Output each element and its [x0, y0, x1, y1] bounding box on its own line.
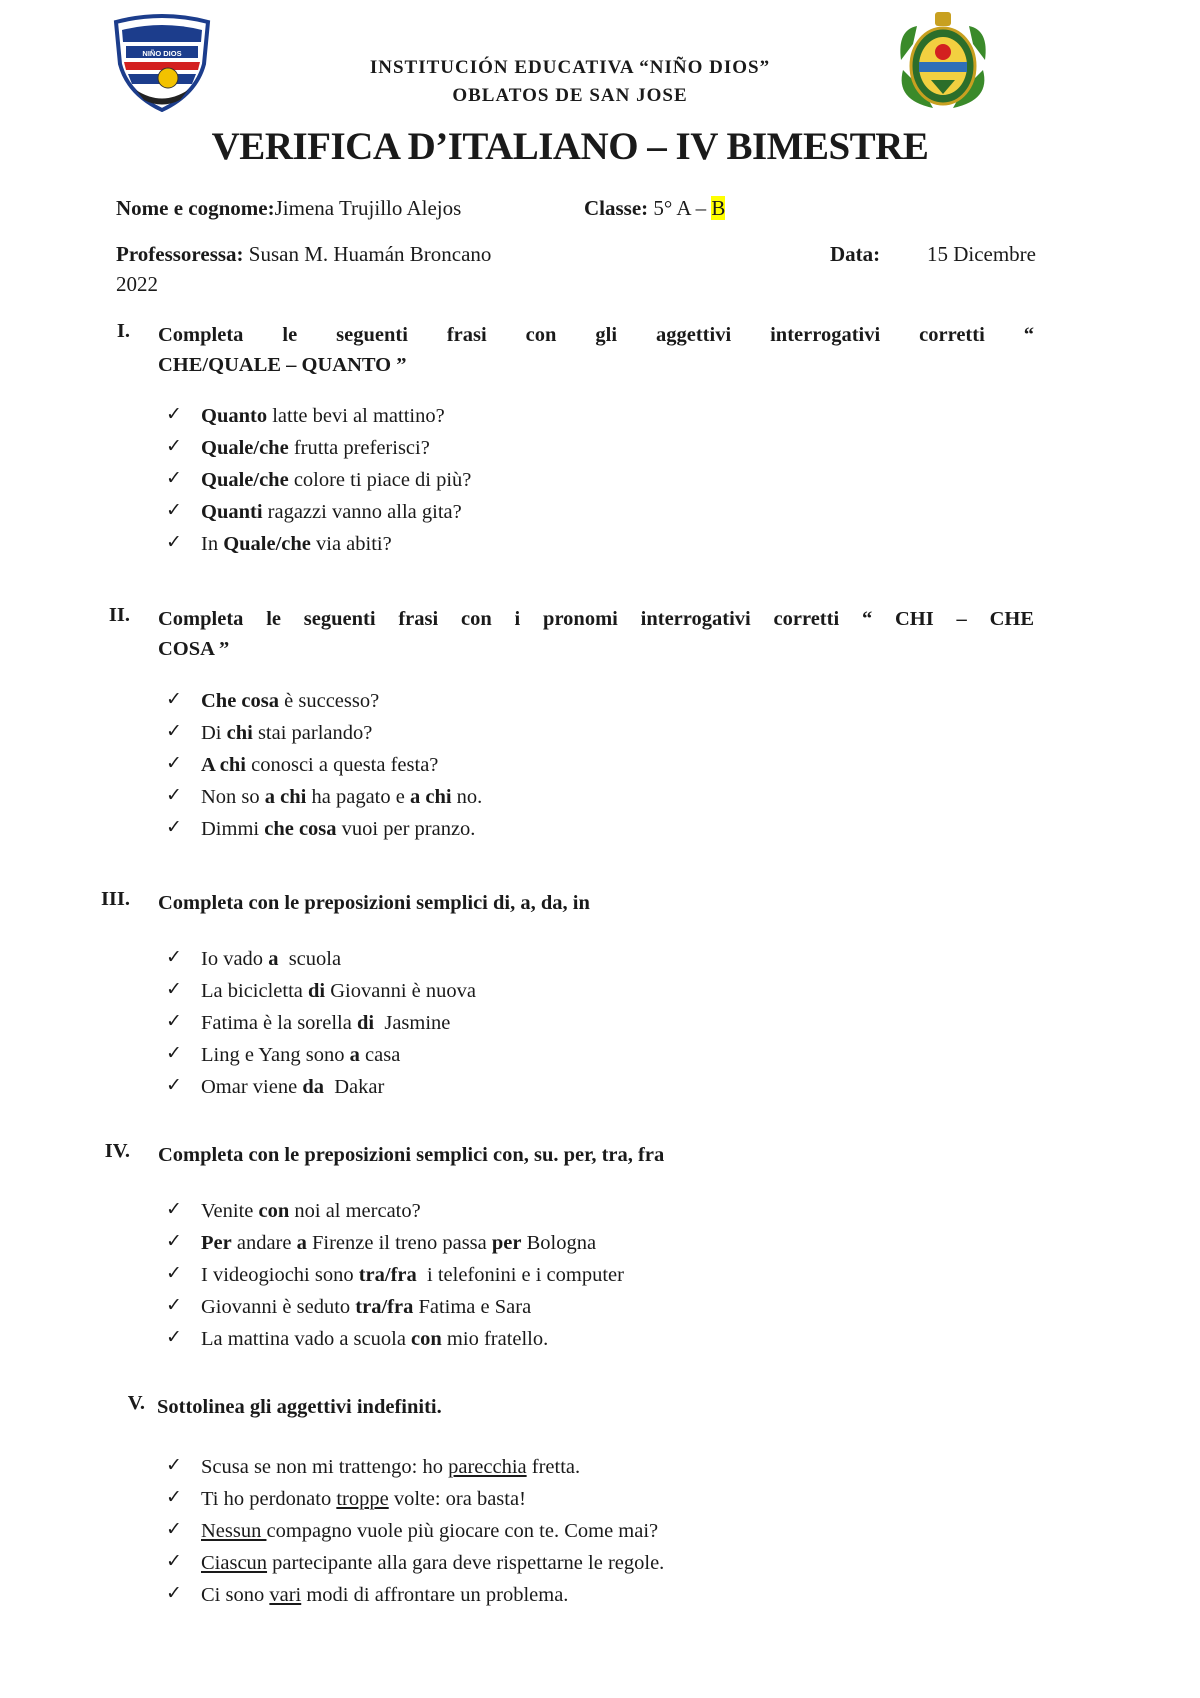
exercise-item [0, 1488, 1200, 1520]
text-segment: Firenze il treno passa [306, 1232, 492, 1254]
check-icon: ✓ [166, 1326, 182, 1348]
exercise-item [0, 690, 1200, 722]
date-line [830, 242, 1036, 267]
text-segment: noi al mercato? [289, 1200, 421, 1222]
check-icon: ✓ [166, 1582, 182, 1604]
exercise-item [0, 1456, 1200, 1488]
text-segment: Fatima e Sara [413, 1296, 532, 1318]
teacher-label: Professoressa: [116, 242, 244, 266]
answer-bold: Per [201, 1232, 232, 1254]
section-number: III. [100, 888, 130, 910]
answer-bold: a [296, 1232, 307, 1254]
check-icon: ✓ [166, 784, 182, 806]
answer-bold: Quanto [201, 405, 268, 427]
item-text [201, 786, 482, 809]
text-segment: Ti ho perdonato [201, 1488, 337, 1510]
text-segment: compagno vuole più giocare con te. Come mai? [266, 1520, 659, 1542]
exercise-item [0, 1264, 1200, 1296]
text-segment: colore ti piace di più? [288, 469, 472, 491]
text-segment: I videogiochi sono [201, 1264, 359, 1286]
underlined-word: Ciascun [201, 1552, 268, 1574]
instruction-line-1: Completa con le preposizioni semplici con, su. per, tra, fra [158, 1144, 665, 1166]
underlined-word: troppe [336, 1488, 389, 1510]
exercise-item [0, 722, 1200, 754]
exercise-item [0, 818, 1200, 850]
text-segment: ragazzi vanno alla gita? [262, 501, 462, 523]
item-text [201, 1012, 450, 1035]
answer-bold: A chi [201, 754, 246, 776]
item-text [201, 754, 438, 777]
student-name-label: Nome e cognome: [116, 196, 275, 220]
item-text [201, 501, 462, 524]
item-text [201, 722, 372, 745]
exercise-item [0, 437, 1200, 469]
item-text [201, 1044, 400, 1067]
item-text [201, 818, 475, 841]
text-segment: via abiti? [310, 533, 392, 555]
item-text [201, 1076, 384, 1099]
section-2-items [0, 690, 1200, 850]
check-icon: ✓ [166, 1262, 182, 1284]
text-segment: Ling e Yang sono [201, 1044, 350, 1066]
section-instruction [158, 320, 1034, 380]
text-segment: casa [359, 1044, 401, 1066]
text-segment: Omar viene [201, 1076, 303, 1098]
item-text [201, 1296, 531, 1319]
text-segment: scuola [278, 948, 342, 970]
answer-bold: Quanti [201, 501, 263, 523]
text-segment: Non so [201, 786, 265, 808]
date-label: Data: [830, 242, 881, 266]
class-label: Classe: [584, 196, 649, 220]
text-segment: latte bevi al mattino? [267, 405, 445, 427]
answer-bold: a chi [264, 786, 307, 808]
text-segment: La mattina vado a scuola [201, 1328, 412, 1350]
text-segment: Fatima è la sorella [201, 1012, 357, 1034]
order-crest-logo [893, 10, 993, 114]
teacher-value: Susan M. Huamán Broncano [248, 242, 492, 266]
exercise-item [0, 1552, 1200, 1584]
section-3-items [0, 948, 1200, 1108]
section-number: I. [116, 320, 130, 342]
text-segment: conosci a questa festa? [246, 754, 439, 776]
answer-bold: di [356, 1012, 375, 1034]
check-icon: ✓ [166, 1454, 182, 1476]
exercise-item [0, 501, 1200, 533]
check-icon: ✓ [166, 1042, 182, 1064]
answer-bold: Quale/che [223, 533, 311, 555]
institution-name: INSTITUCIÓN EDUCATIVA “NIÑO DIOS” [369, 57, 771, 78]
check-icon: ✓ [166, 946, 182, 968]
check-icon: ✓ [166, 688, 182, 710]
item-text [201, 1328, 548, 1351]
text-segment: Scusa se non mi trattengo: ho [201, 1456, 449, 1478]
section-4-items [0, 1200, 1200, 1360]
check-icon: ✓ [166, 1010, 182, 1032]
text-segment: Venite [201, 1200, 259, 1222]
section-instruction [157, 1392, 1033, 1422]
item-text [201, 1488, 526, 1511]
teacher-line [116, 242, 491, 267]
answer-bold: a [268, 948, 279, 970]
text-segment: Dimmi [201, 818, 265, 840]
check-icon: ✓ [166, 1294, 182, 1316]
exercise-item [0, 980, 1200, 1012]
item-text [201, 437, 430, 460]
check-icon: ✓ [166, 720, 182, 742]
check-icon: ✓ [166, 1518, 182, 1540]
check-icon: ✓ [166, 1074, 182, 1096]
exercise-item [0, 948, 1200, 980]
item-text [201, 1552, 664, 1575]
instruction-line-1: Completa le seguenti frasi con gli aggettivi interrogativi corretti “ [158, 324, 1034, 346]
text-segment: partecipante alla gara deve rispettarne le regole. [267, 1552, 665, 1574]
class-value: 5° A – [653, 196, 712, 220]
answer-bold: con [258, 1200, 290, 1222]
exam-title: VERIFICA D’ITALIANO – IV BIMESTRE [211, 125, 929, 168]
check-icon: ✓ [166, 403, 182, 425]
item-text [201, 533, 392, 556]
answer-bold: Quale/che [201, 469, 289, 491]
text-segment: stai parlando? [252, 722, 373, 744]
section-number: II. [108, 604, 130, 626]
answer-bold: con [411, 1328, 442, 1350]
exercise-item [0, 1584, 1200, 1616]
exercise-item [0, 754, 1200, 786]
item-text [201, 1456, 580, 1479]
text-segment: volte: ora basta! [388, 1488, 526, 1510]
section-instruction [158, 604, 1034, 664]
check-icon: ✓ [166, 467, 182, 489]
text-segment: andare [231, 1232, 297, 1254]
item-text [201, 690, 379, 713]
text-segment: Dakar [323, 1076, 385, 1098]
text-segment: ha pagato e [306, 786, 410, 808]
answer-bold: Che cosa [201, 690, 280, 712]
item-text [201, 1584, 568, 1607]
exercise-item [0, 1328, 1200, 1360]
answer-bold: a [349, 1044, 360, 1066]
answer-bold: per [491, 1232, 522, 1254]
answer-bold: di [308, 980, 326, 1002]
instruction-line-1: Completa le seguenti frasi con i pronomi interrogativi corretti “ CHI – CHE [158, 608, 1034, 630]
answer-bold: Quale/che [201, 437, 289, 459]
item-text [201, 980, 476, 1003]
exercise-item [0, 533, 1200, 565]
text-segment: Giovanni è nuova [325, 980, 476, 1002]
item-text [201, 1232, 596, 1255]
instruction-line-1: Sottolinea gli aggettivi indefiniti. [157, 1396, 442, 1418]
exercise-item [0, 1232, 1200, 1264]
text-segment: Io vado [201, 948, 269, 970]
item-text [201, 1520, 658, 1543]
text-segment: fretta. [526, 1456, 581, 1478]
shield-logo-text: NIÑO DIOS [142, 49, 182, 58]
text-segment: modi di affrontare un problema. [301, 1584, 569, 1606]
text-segment: In [201, 533, 224, 555]
item-text [201, 1200, 421, 1223]
class-section-highlight: B [711, 196, 726, 220]
instruction-line-2: CHE/QUALE – QUANTO ” [158, 354, 407, 376]
instruction-line-2: COSA ” [158, 638, 230, 660]
answer-bold: da [302, 1076, 324, 1098]
school-shield-logo [110, 12, 214, 112]
section-instruction [158, 1140, 1034, 1170]
exercise-item [0, 1044, 1200, 1076]
text-segment: Ci sono [201, 1584, 270, 1606]
check-icon: ✓ [166, 435, 182, 457]
section-number: V. [127, 1392, 145, 1414]
exercise-item [0, 469, 1200, 501]
text-segment: mio fratello. [441, 1328, 549, 1350]
underlined-word: vari [269, 1584, 302, 1606]
institution-subtitle: OBLATOS DE SAN JOSE [452, 85, 688, 106]
item-text [201, 1264, 624, 1287]
section-number: IV. [104, 1140, 130, 1162]
text-segment: vuoi per pranzo. [336, 818, 476, 840]
text-segment: La bicicletta [201, 980, 308, 1002]
exercise-item [0, 405, 1200, 437]
class-line [584, 196, 725, 221]
text-segment: è successo? [279, 690, 380, 712]
text-segment: Jasmine [374, 1012, 451, 1034]
underlined-word: parecchia [448, 1456, 527, 1478]
check-icon: ✓ [166, 1486, 182, 1508]
item-text [201, 469, 471, 492]
date-year: 2022 [116, 272, 158, 296]
exercise-item [0, 1200, 1200, 1232]
item-text [201, 948, 341, 971]
text-segment: Giovanni è seduto [201, 1296, 356, 1318]
answer-bold: tra/fra [358, 1264, 417, 1286]
check-icon: ✓ [166, 978, 182, 1000]
item-text [201, 405, 445, 428]
check-icon: ✓ [166, 531, 182, 553]
student-name-value: Jimena Trujillo Alejos [274, 196, 462, 220]
answer-bold: che cosa [264, 818, 337, 840]
check-icon: ✓ [166, 1550, 182, 1572]
section-instruction [158, 888, 1034, 918]
check-icon: ✓ [166, 499, 182, 521]
underlined-word: Nessun [201, 1520, 267, 1542]
instruction-line-1: Completa con le preposizioni semplici di, a, da, in [158, 892, 590, 914]
check-icon: ✓ [166, 1198, 182, 1220]
answer-bold: chi [226, 722, 253, 744]
check-icon: ✓ [166, 816, 182, 838]
section-5-items [0, 1456, 1200, 1616]
answer-bold: a chi [409, 786, 452, 808]
student-name-line [116, 196, 461, 221]
text-segment: no. [451, 786, 483, 808]
text-segment: frutta preferisci? [288, 437, 430, 459]
date-value: 15 Dicembre [926, 242, 1036, 266]
check-icon: ✓ [166, 1230, 182, 1252]
text-segment: Bologna [521, 1232, 597, 1254]
text-segment: i telefonini e i computer [416, 1264, 624, 1286]
answer-bold: tra/fra [355, 1296, 414, 1318]
exercise-item [0, 1296, 1200, 1328]
exercise-item [0, 1520, 1200, 1552]
exercise-item [0, 1012, 1200, 1044]
check-icon: ✓ [166, 752, 182, 774]
exercise-item [0, 1076, 1200, 1108]
text-segment: Di [201, 722, 227, 744]
exercise-item [0, 786, 1200, 818]
section-1-items [0, 405, 1200, 565]
